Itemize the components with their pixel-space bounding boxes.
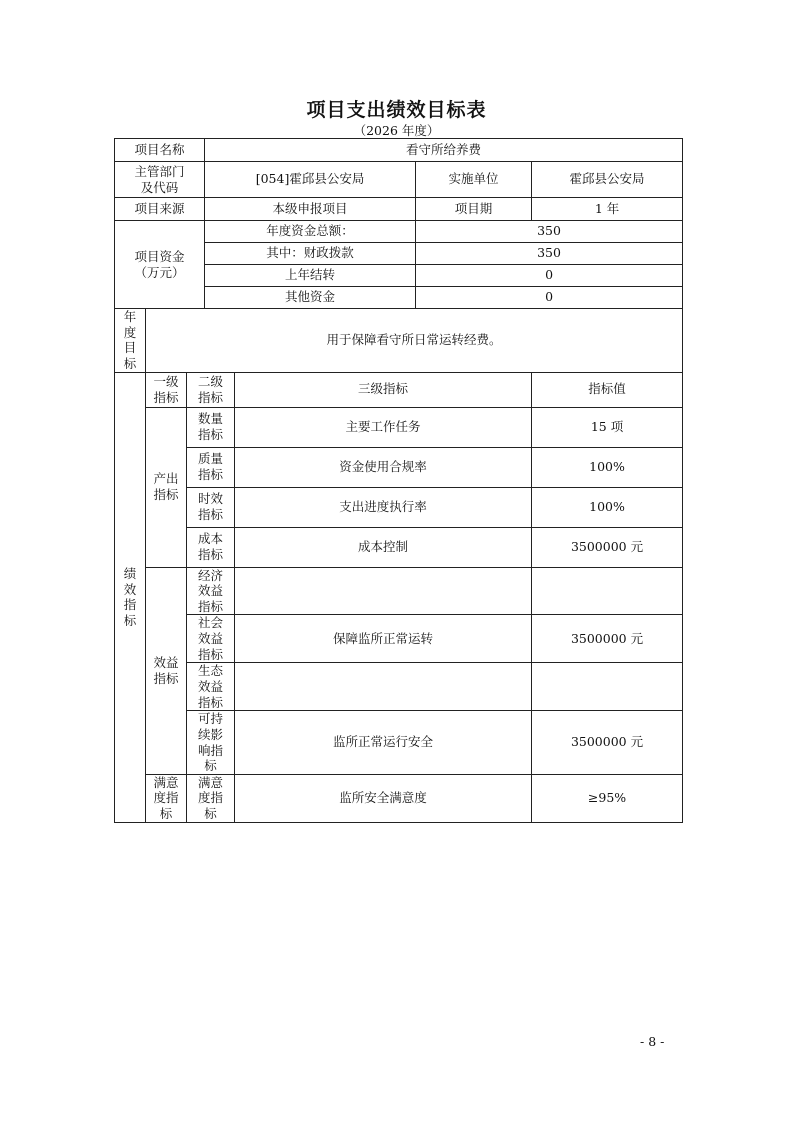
indicator-value: 100% [532,447,683,487]
funds-label: 项目资金（万元） [134,248,185,280]
header-level2: 二级指标 [198,373,224,405]
period-value: 1 年 [532,198,683,221]
goal-label-cell [115,309,146,373]
level3-label: 保障监所正常运转 [235,615,532,663]
impl-label: 实施单位 [416,162,532,198]
level1-output-cell [146,407,187,567]
level3-label: 成本控制 [235,527,532,567]
level2-cell [187,407,235,447]
indicator-value [532,567,683,615]
level2-label: 成本指标 [198,531,224,562]
level3-label [235,567,532,615]
header-level1: 一级指标 [153,373,179,405]
funds-row-label: 上年结转 [205,265,416,287]
indicator-value: ≥95% [532,774,683,822]
level2-label: 社会效益指标 [198,615,224,662]
dept-value: [054]霍邱县公安局 [205,162,416,198]
level2-label: 满意度指标 [198,774,224,822]
project-name-value: 看守所给养费 [205,139,683,162]
indicator-value [532,663,683,711]
indicator-value: 100% [532,487,683,527]
indicator-value: 3500000 元 [532,711,683,775]
level3-label: 监所正常运行安全 [235,711,532,775]
level2-cell [187,527,235,567]
project-name-label: 项目名称 [115,139,205,162]
header-level2-cell [187,372,235,407]
funds-row-label: 其他资金 [205,287,416,309]
level2-cell [187,447,235,487]
level3-label: 支出进度执行率 [235,487,532,527]
level1-satisfaction-cell [146,774,187,822]
level3-label: 资金使用合规率 [235,447,532,487]
level1-satisfaction: 满意度指标 [153,774,179,822]
level2-label: 可持续影响指标 [198,711,224,774]
impl-value: 霍邱县公安局 [532,162,683,198]
header-level3: 三级指标 [235,372,532,407]
level2-cell [187,487,235,527]
level2-cell [187,711,235,775]
page-subtitle: （2026 年度） [353,123,440,138]
level2-cell [187,663,235,711]
level2-label: 经济效益指标 [198,567,224,614]
funds-row-value: 350 [416,221,683,243]
funds-row-label: 年度资金总额： [205,221,416,243]
level3-label: 主要工作任务 [235,407,532,447]
source-value: 本级申报项目 [205,198,416,221]
funds-row-value: 0 [416,287,683,309]
goal-label: 年度目标 [123,309,137,371]
source-label: 项目来源 [115,198,205,221]
level2-label: 生态效益指标 [198,663,224,710]
level2-cell [187,615,235,663]
page-number: - 8 - [640,1034,665,1049]
level3-label: 监所安全满意度 [235,774,532,822]
level1-benefit: 效益指标 [153,655,179,686]
funds-row-label: 其中：财政拨款 [205,243,416,265]
level1-benefit-cell [146,567,187,774]
funds-label-cell [115,221,205,309]
indicators-section-label: 绩效指标 [123,565,137,628]
level2-label: 质量指标 [198,451,224,482]
page-title: 项目支出绩效目标表 [306,99,487,121]
dept-label-cell [115,162,205,198]
level1-output: 产出指标 [153,471,179,502]
funds-row-value: 350 [416,243,683,265]
indicator-value: 3500000 元 [532,615,683,663]
period-label: 项目期 [416,198,532,221]
funds-row-value: 0 [416,265,683,287]
level2-label: 数量指标 [198,411,224,442]
goal-text: 用于保障看守所日常运转经费。 [146,309,683,373]
level2-cell [187,774,235,822]
dept-label: 主管部门及代码 [134,163,185,195]
performance-target-table [114,138,683,823]
level3-label [235,663,532,711]
indicator-value: 3500000 元 [532,527,683,567]
level2-label: 时效指标 [198,491,224,522]
indicator-value: 15 项 [532,407,683,447]
indicators-section-cell [115,372,146,822]
header-value: 指标值 [532,372,683,407]
header-level1-cell [146,372,187,407]
level2-cell [187,567,235,615]
